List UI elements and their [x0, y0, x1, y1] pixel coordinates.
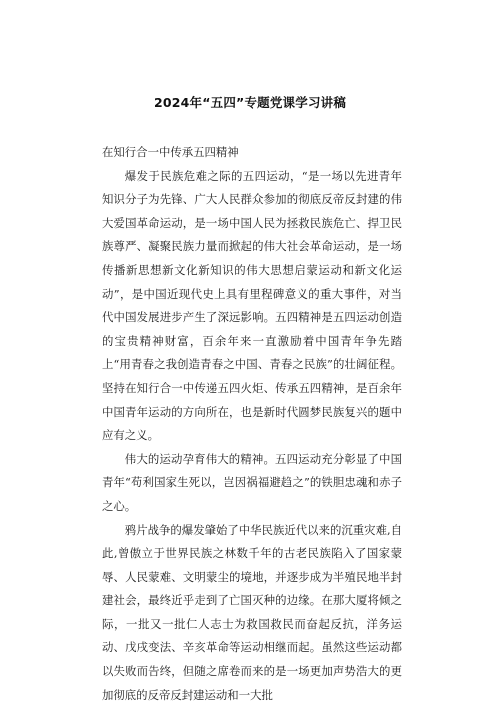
section-subheading: 在知行合一中传承五四精神	[102, 145, 239, 159]
paragraph: 鸦片战争的爆发肇始了中华民族近代以来的沉重灾难,自此,曾傲立于世界民族之林数千年的古老民族陷入了国家蒙辱、人民蒙难、文明蒙尘的境地，并逐步成为半殖民地半封建社会，最终近乎走到了亡国灭种的边缘。在那大厦将倾之际，一批又一批仁人志士为救国救民而奋起反抗，洋务运动、戊戌变法、辛亥革命等运动相继而起。虽然这些运动都以失败而告终，但随之席卷而来的是一场更加声势浩大的更加彻底的反帝反封建运动和一大批	[102, 522, 402, 702]
paragraph: 伟大的运动孕育伟大的精神。五四运动充分彰显了中国青年“苟利国家生死以，岂因祸福避趋之”的铁胆忠魂和赤子之心。	[102, 451, 402, 513]
paragraph: 爆发于民族危难之际的五四运动，“是一场以先进青年知识分子为先锋、广大人民群众参加的彻底反帝反封建的伟大爱国革命运动，是一场中国人民为拯救民族危亡、捍卫民族尊严、凝聚民族力量而掀起的伟大社会革命运动，是一场传播新思想新文化新知识的伟大思想启蒙运动和新文化运动”，是中国近现代史上具有里程碑意义的重大事件，对当代中国发展进步产生了深远影响。五四精神是五四运动创造的宝贵精神财富，百余年来一直激励着中国青年争先踏上“用青春之我创造青春之中国、青春之民族”的壮阔征程。坚持在知行合一中传递五四火炬、传承五四精神，是百余年中国青年运动的方向所在，也是新时代圆梦民族复兴的题中应有之义。	[102, 168, 402, 443]
document-title: 2024年“五四”专题党课学习讲稿	[153, 95, 347, 110]
document-body	[102, 141, 402, 707]
